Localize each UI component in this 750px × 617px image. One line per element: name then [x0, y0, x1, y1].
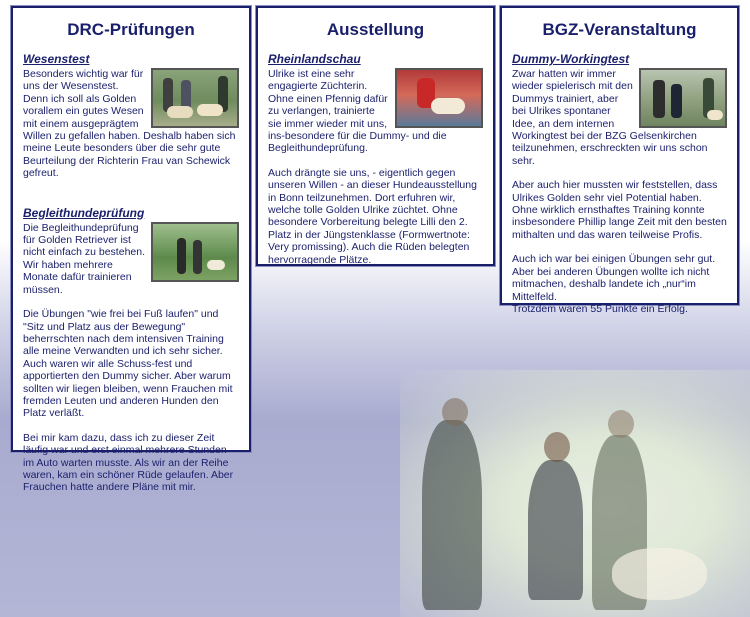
photo-dogs-field-icon[interactable]	[151, 68, 239, 128]
column-title: DRC-Prüfungen	[67, 20, 195, 39]
photo-people-dog-icon[interactable]	[639, 68, 727, 128]
section-text: Die Übungen "wie frei bei Fuß laufen" und "Sitz und Platz aus der Bewegung" beherrschten nach dem intensiven Training alle meine Verwandten und ich sehr sicher. Auch waren wir alle Schuss-fest und apportierten den Dummy sicher. Aber warum sollten wir liegen bleiben, wenn Frauchen mit fremden Leuten und anderen Hunden den Platz verläßt.	[23, 308, 233, 420]
person-head-icon	[544, 432, 570, 462]
section-heading-dummy-workingtest[interactable]: Dummy-Workingtest	[512, 52, 630, 66]
section-text: Besonders wichtig war für uns der Wesenstest. Denn ich soll als Golden vorallem ein gutes Wesen mit einem ausgeprägtem Willen zu gefallen haben. Deshalb haben sich meine Leute besonders über die sehr gute Beurteilung der Richterin Frau van Schewick gefreut.	[23, 68, 236, 180]
section-text: Bei mir kam dazu, dass ich zu dieser Zeit läufig war und erst einmal mehrere Stunden im Auto warten musste. Als wir an der Reihe waren, kam ein schöner Rüde gelaufen. Aber Frauchen hatte andere Pläne mit mir.	[23, 431, 234, 494]
column-title: Ausstellung	[326, 20, 425, 39]
section-text: Zwar hatten wir immer wieder spielerisch mit den Dummys trainiert, aber bei Ulrikes spontaner Idee, an dem internen Workingtest bei der BZG Gelsenkirchen teilzunehmen, erschreckten wir uns schon sehr.	[512, 68, 708, 167]
section-heading-wesenstest[interactable]: Wesenstest	[23, 52, 90, 66]
section-text: Ulrike ist eine sehr engagierte Züchterin. Ohne einen Pfennig dafür zu verlangen, trainierte sie immer wieder mit uns, ins-besondere für die Dummy- und die Begleithundeprüfung.	[268, 68, 447, 155]
section-heading-rheinlandschau[interactable]: Rheinlandschau	[268, 52, 361, 66]
section-text: Die Begleithundeprüfung für Golden Retriever ist nicht einfach zu bestehen. Wir haben mehrere Monate dafür trainieren müssen.	[23, 221, 146, 296]
person-head-icon	[608, 410, 634, 438]
column-title: BGZ-Veranstaltung	[542, 20, 697, 39]
section-heading-begleithundepruefung[interactable]: Begleithundeprüfung	[23, 205, 145, 220]
person-figure-icon	[528, 460, 583, 600]
column-ausstellung	[256, 6, 495, 266]
photo-dog-show-icon[interactable]	[395, 68, 483, 128]
column-bgz-veranstaltung	[500, 6, 739, 315]
photo-people-park-icon[interactable]	[151, 222, 239, 282]
dog-icon	[612, 548, 707, 600]
section-text: Aber auch hier mussten wir feststellen, dass Ulrikes Golden sehr viel Potential haben. Ohne wirklich ernsthaftes Training konnte insbesondere Phillip lange Zeit mit den besten mithalten und das waren teilweise Profis.	[512, 179, 727, 241]
column-drc-pruefungen	[11, 6, 251, 494]
person-figure-icon	[422, 420, 482, 610]
section-text: Auch ich war bei einigen Übungen sehr gut. Aber bei anderen Übungen wollte ich nicht mitmachen, deshalb landete ich „nur“im Mittelfeld. Trotzdem waren 55 Punkte ein Erfolg.	[512, 253, 716, 315]
person-head-icon	[442, 398, 468, 426]
section-text: Auch drängte sie uns, - eigentlich gegen unseren Willen - an dieser Hundeausstellung in Bonn teilzunehmen. Dort erfuhren wir, welche tolle Golden Ulrike züchtet. Ohne besondere Vorbereitung belegte Lilli den 2. Platz in der Jüngstenklasse (Formwertnote: Very promissing). Auch die Rüden belegten hervorragende Plätze.	[268, 166, 477, 266]
background-training-photo	[400, 370, 750, 617]
